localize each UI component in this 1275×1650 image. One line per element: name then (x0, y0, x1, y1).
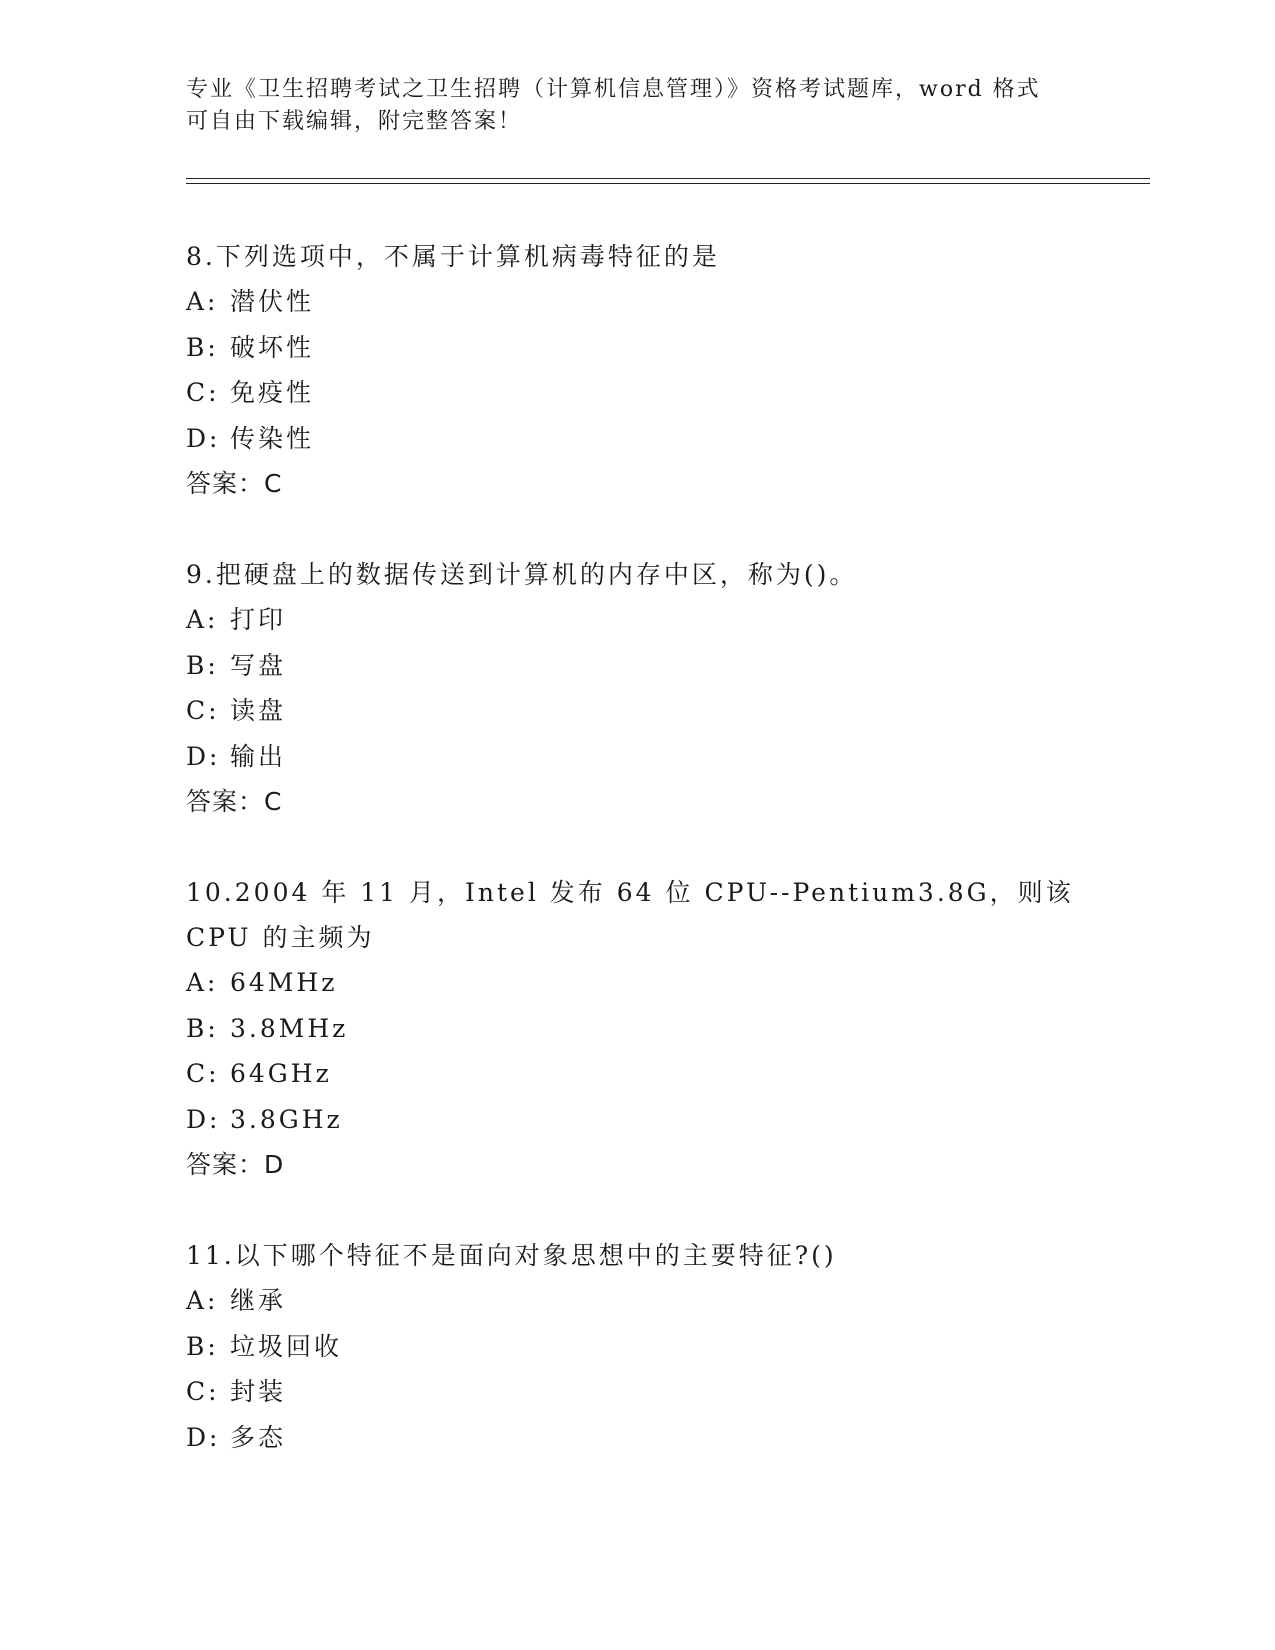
option-key: D: (186, 741, 221, 771)
question-11 (186, 1233, 1086, 1460)
option-c (186, 370, 1086, 416)
option-text: 多态 (230, 1422, 287, 1452)
option-text: 64MHz (230, 968, 338, 997)
option-b (186, 325, 1086, 371)
option-text: 写盘 (230, 650, 287, 680)
option-key: B: (186, 1331, 219, 1361)
header-line-2: 可自由下载编辑，附完整答案！ (186, 109, 523, 134)
question-9 (186, 552, 1086, 824)
option-key: A: (186, 1286, 219, 1315)
option-c (186, 688, 1086, 734)
option-d (186, 1097, 1086, 1143)
question-text: 11.以下哪个特征不是面向对象思想中的主要特征?() (186, 1241, 837, 1270)
option-key: D: (186, 1422, 221, 1452)
option-a (186, 1278, 1086, 1324)
option-key: B: (186, 650, 219, 680)
option-a (186, 279, 1086, 325)
document-header (186, 74, 1066, 138)
option-a (186, 597, 1086, 643)
option-text: 3.8MHz (230, 1013, 349, 1043)
option-text: 打印 (230, 605, 287, 634)
option-key: D: (186, 423, 221, 453)
answer: 答案：C (186, 469, 283, 498)
option-text: 读盘 (230, 696, 287, 725)
option-key: C: (186, 1059, 220, 1088)
option-b (186, 1324, 1086, 1370)
header-line-1: 专业《卫生招聘考试之卫生招聘（计算机信息管理）》资格考试题库，word 格式 (186, 77, 1041, 102)
option-key: B: (186, 332, 219, 362)
question-8 (186, 234, 1086, 506)
option-text: 垃圾回收 (230, 1331, 343, 1361)
option-key: A: (186, 605, 219, 634)
option-key: A: (186, 968, 219, 997)
option-key: C: (186, 378, 220, 407)
question-text: 10.2004 年 11 月，Intel 发布 64 位 CPU--Pentium3.8G，则该 CPU 的主频为 (186, 878, 1074, 952)
answer: 答案：C (186, 787, 283, 816)
option-key: A: (186, 287, 219, 316)
option-c (186, 1369, 1086, 1415)
option-b (186, 1006, 1086, 1052)
question-text: 8.下列选项中，不属于计算机病毒特征的是 (186, 242, 720, 271)
option-key: B: (186, 1013, 219, 1043)
option-text: 潜伏性 (230, 287, 315, 316)
option-b (186, 643, 1086, 689)
option-text: 封装 (230, 1377, 287, 1406)
option-text: 破坏性 (230, 332, 315, 362)
option-text: 免疫性 (230, 378, 315, 407)
option-d (186, 1415, 1086, 1461)
option-text: 64GHz (230, 1059, 332, 1088)
option-key: C: (186, 696, 220, 725)
option-d (186, 416, 1086, 462)
header-divider-top (186, 178, 1150, 179)
option-text: 3.8GHz (230, 1104, 343, 1134)
option-a (186, 960, 1086, 1006)
answer: 答案：D (186, 1150, 285, 1179)
option-key: C: (186, 1377, 220, 1406)
question-text: 9.把硬盘上的数据传送到计算机的内存中区，称为()。 (186, 560, 858, 589)
question-10 (186, 870, 1086, 1187)
option-text: 继承 (230, 1286, 287, 1315)
option-c (186, 1051, 1086, 1097)
option-text: 输出 (230, 741, 287, 771)
option-d (186, 734, 1086, 780)
header-divider-bottom (186, 183, 1150, 184)
option-key: D: (186, 1104, 221, 1134)
option-text: 传染性 (230, 423, 315, 453)
